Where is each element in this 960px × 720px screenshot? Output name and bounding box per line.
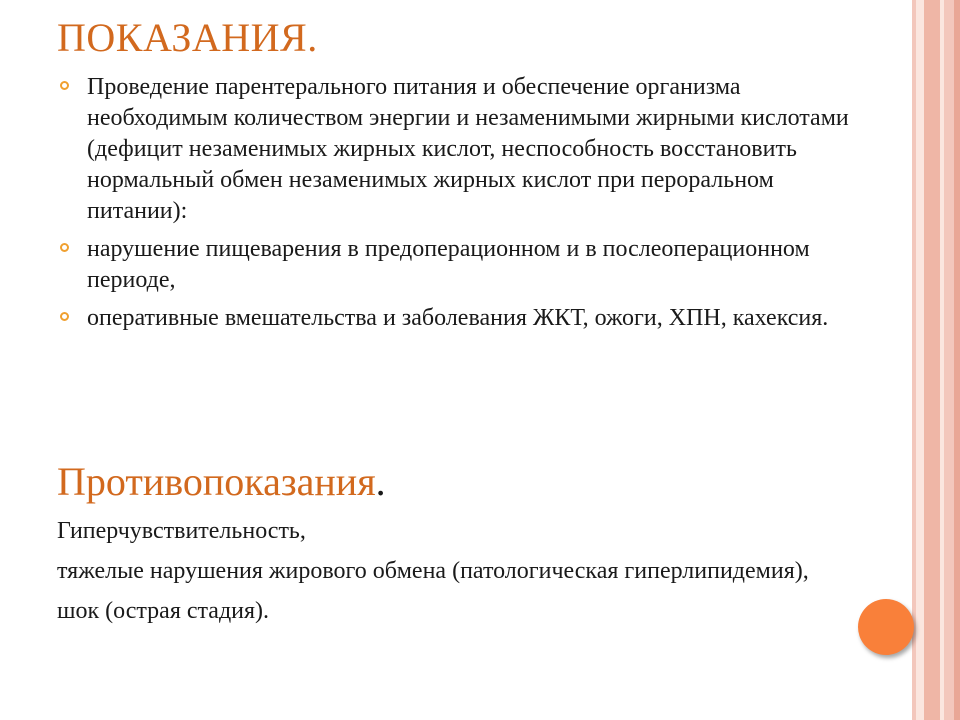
indication-item — [57, 72, 857, 227]
contraindication-item: шок (острая стадия). — [57, 598, 270, 624]
indication-text: оперативные вмешательства и заболевания ЖКТ, ожоги, ХПН, кахексия. — [87, 305, 829, 331]
indication-item — [57, 234, 857, 296]
contraindications-list — [57, 516, 837, 636]
slide-title: ПОКАЗАНИЯ. — [57, 15, 318, 60]
contraindications-heading-dot: . — [375, 459, 386, 504]
contraindications-heading — [57, 458, 386, 505]
indication-item — [57, 303, 857, 334]
bullet-ring-icon — [60, 81, 69, 90]
indication-text: Проведение парентерального питания и обеспечение организма необходимым количеством энергии и незаменимыми жирными кислотами (дефицит незаменимых жирных кислот, неспособность восстановить нормальный обмен незаменимых жирных кислот при пероральном питании): — [87, 74, 849, 224]
bullet-ring-icon — [60, 243, 69, 252]
contraindication-item: тяжелые нарушения жирового обмена (патологическая гиперлипидемия), — [57, 558, 809, 584]
contraindications-heading-text: Противопоказания — [57, 459, 376, 504]
decorative-orange-circle — [858, 599, 914, 655]
decorative-side-stripes — [912, 0, 960, 720]
indication-text: нарушение пищеварения в предоперационном и в послеоперационном периоде, — [87, 236, 810, 293]
contraindication-item: Гиперчувствительность, — [57, 518, 306, 544]
bullet-ring-icon — [60, 312, 69, 321]
indications-list — [57, 72, 857, 341]
